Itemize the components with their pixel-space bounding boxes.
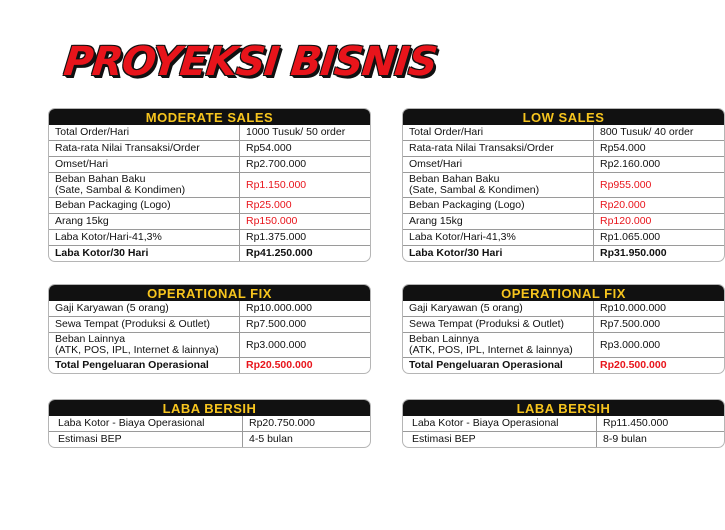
row-value: Rp7.500.000 xyxy=(240,317,371,333)
table-row xyxy=(49,358,370,374)
row-value: Rp120.000 xyxy=(594,214,725,230)
row-value: Rp31.950.000 xyxy=(594,246,725,262)
row-label: Laba Kotor/30 Hari xyxy=(403,246,594,262)
row-value: Rp2.700.000 xyxy=(240,157,371,173)
table-row xyxy=(49,141,370,157)
row-label-line1: Beban Bahan Baku xyxy=(55,173,146,185)
row-label: Total Pengeluaran Operasional xyxy=(403,358,594,374)
row-label: Laba Kotor - Biaya Operasional xyxy=(403,416,597,432)
table-row xyxy=(403,416,724,432)
row-label xyxy=(49,333,240,358)
row-value: Rp955.000 xyxy=(594,173,725,198)
row-value: Rp3.000.000 xyxy=(240,333,371,358)
row-label: Total Pengeluaran Operasional xyxy=(49,358,240,374)
row-label: Gaji Karyawan (5 orang) xyxy=(403,301,594,317)
table-row xyxy=(403,173,724,198)
table-row xyxy=(403,157,724,173)
row-label-line1: Beban Bahan Baku xyxy=(409,173,500,185)
table-row xyxy=(49,432,370,448)
row-value: Rp20.500.000 xyxy=(240,358,371,374)
table-row xyxy=(403,333,724,358)
row-value: Rp1.375.000 xyxy=(240,230,371,246)
table-row xyxy=(49,246,370,262)
table-row xyxy=(49,125,370,141)
table-row xyxy=(49,416,370,432)
row-label-line1: Beban Lainnya xyxy=(409,333,480,345)
page-title: PROYEKSI BISNIS xyxy=(61,39,439,85)
laba-bersih-header: LABA BERSIH xyxy=(49,400,370,416)
row-label: Omset/Hari xyxy=(49,157,240,173)
row-label: Arang 15kg xyxy=(49,214,240,230)
row-value: Rp20.500.000 xyxy=(594,358,725,374)
row-value: Rp7.500.000 xyxy=(594,317,725,333)
row-value: 4-5 bulan xyxy=(243,432,371,448)
row-label-line2: (Sate, Sambal & Kondimen) xyxy=(409,184,540,196)
table-row xyxy=(403,125,724,141)
row-label: Gaji Karyawan (5 orang) xyxy=(49,301,240,317)
table-row xyxy=(403,317,724,333)
operational-fix-header: OPERATIONAL FIX xyxy=(49,285,370,301)
moderate-sales-header: MODERATE SALES xyxy=(49,109,370,125)
row-value: Rp10.000.000 xyxy=(246,302,312,314)
row-label: Laba Kotor/Hari-41,3% xyxy=(403,230,594,246)
low-sales-header: LOW SALES xyxy=(403,109,724,125)
table-row xyxy=(403,358,724,374)
row-label xyxy=(403,173,594,198)
row-label: Laba Kotor - Biaya Operasional xyxy=(49,416,243,432)
row-value: 800 Tusuk/ 40 order xyxy=(600,126,694,138)
row-value: 1000 Tusuk/ 50 order xyxy=(246,126,346,138)
row-label: Arang 15kg xyxy=(403,214,594,230)
table-row xyxy=(49,301,370,317)
table-row xyxy=(403,230,724,246)
row-label-line2: (ATK, POS, IPL, Internet & lainnya) xyxy=(55,344,219,356)
row-value: Rp11.450.000 xyxy=(603,417,669,429)
row-value: Rp1.150.000 xyxy=(240,173,371,198)
table-row xyxy=(49,214,370,230)
row-label: Estimasi BEP xyxy=(49,432,243,448)
table-row xyxy=(403,432,724,448)
row-value: Rp41.250.000 xyxy=(240,246,371,262)
row-value: Rp3.000.000 xyxy=(594,333,725,358)
row-label: Laba Kotor/Hari-41,3% xyxy=(49,230,240,246)
row-value: Rp25.000 xyxy=(240,198,371,214)
table-row xyxy=(403,214,724,230)
row-label-line2: (ATK, POS, IPL, Internet & lainnya) xyxy=(409,344,573,356)
table-row xyxy=(403,141,724,157)
operational-fix-card-right xyxy=(402,284,725,374)
row-value: Rp10.000.000 xyxy=(600,302,666,314)
row-label xyxy=(49,173,240,198)
table-row xyxy=(403,246,724,262)
row-label: Rata-rata Nilai Transaksi/Order xyxy=(49,141,240,157)
row-label: Estimasi BEP xyxy=(403,432,597,448)
row-value: Rp54.000 xyxy=(240,141,371,157)
table-row xyxy=(403,198,724,214)
row-label: Rata-rata Nilai Transaksi/Order xyxy=(403,141,594,157)
row-label: Sewa Tempat (Produksi & Outlet) xyxy=(49,317,240,333)
row-label-line1: Beban Lainnya xyxy=(55,333,126,345)
operational-fix-card-left xyxy=(48,284,371,374)
operational-fix-header: OPERATIONAL FIX xyxy=(403,285,724,301)
row-label: Total Order/Hari xyxy=(403,125,594,141)
row-value: Rp20.750.000 xyxy=(249,417,315,429)
table-row xyxy=(403,301,724,317)
row-value: Rp2.160.000 xyxy=(594,157,725,173)
row-label: Sewa Tempat (Produksi & Outlet) xyxy=(403,317,594,333)
table-row xyxy=(49,157,370,173)
row-label: Beban Packaging (Logo) xyxy=(49,198,240,214)
low-sales-card xyxy=(402,108,725,262)
row-value: Rp150.000 xyxy=(240,214,371,230)
row-label: Laba Kotor/30 Hari xyxy=(49,246,240,262)
row-label: Total Order/Hari xyxy=(49,125,240,141)
row-value: Rp54.000 xyxy=(594,141,725,157)
table-row xyxy=(49,230,370,246)
moderate-sales-card xyxy=(48,108,371,262)
laba-bersih-card-left xyxy=(48,399,371,448)
row-label xyxy=(403,333,594,358)
table-row xyxy=(49,333,370,358)
table-row xyxy=(49,317,370,333)
row-value: 8-9 bulan xyxy=(597,432,725,448)
row-value: Rp20.000 xyxy=(594,198,725,214)
laba-bersih-card-right xyxy=(402,399,725,448)
laba-bersih-header: LABA BERSIH xyxy=(403,400,724,416)
table-row xyxy=(49,173,370,198)
row-label-line2: (Sate, Sambal & Kondimen) xyxy=(55,184,186,196)
row-value: Rp1.065.000 xyxy=(594,230,725,246)
table-row xyxy=(49,198,370,214)
row-label: Omset/Hari xyxy=(403,157,594,173)
row-label: Beban Packaging (Logo) xyxy=(403,198,594,214)
